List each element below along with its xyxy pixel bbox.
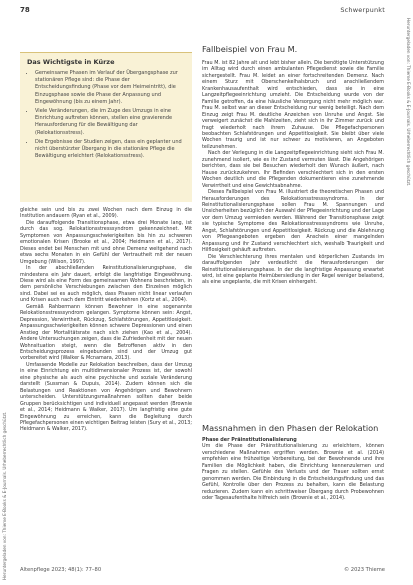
right-column-measures xyxy=(202,437,384,502)
page-number: 78 xyxy=(20,6,30,14)
right-column-case-study xyxy=(202,60,384,286)
footer-citation: Altenpflege 2023; 48(1): 77–80 xyxy=(20,567,102,573)
download-notice-right: Heruntergeladen von: Thieme E-Books & E-Journals. Urheberrechtlich geschützt. xyxy=(406,18,411,187)
summary-item: • Die Ergebnisse der Studien zeigen, dass ein geplanter und nicht überstürzter Übergang in die stationäre Pflege die Bewältigung erleichtert (Relokationsstress). xyxy=(35,139,185,161)
summary-box xyxy=(20,52,192,202)
section-heading-case-study: Fallbeispiel von Frau M. xyxy=(202,44,298,54)
left-column xyxy=(20,207,192,433)
paragraph: gleiche sein und bis zu zwei Wochen nach dem Einzug in die Institution andauern (Ryan et al., 2009). xyxy=(20,207,192,220)
summary-list xyxy=(27,70,185,160)
download-notice-left: Heruntergeladen von: Thieme E-Books & E-Journals. Urheberrechtlich geschützt. xyxy=(2,411,7,580)
paragraph: Die Verschlechterung ihres mentalen und körperlichen Zustands im darauffolgenden Jahr verdeutlicht die Herausforderungen der Reinstitutionalisierungsphase. In der die langfristige Anpassung erwartet wird, ist eine geplante Heimübersiedlung in der Regel weniger belastend, als eine ungeplante, die mit Krisen einhergeht. xyxy=(202,253,384,286)
summary-box-title: Das Wichtigste in Kürze xyxy=(27,58,115,66)
subheading: Phase der Präinstitutionalisierung xyxy=(202,437,297,443)
paragraph: Umfassende Modelle zur Relokation beschreiben, dass der Umzug in eine Einrichtung ein multidimensionaler Prozess ist, der sowohl eine physische als auch eine psychische und soziale Veränderung darstellt (Sussman & Dupuis, 2014). Zudem können sich die Belastungen und Reaktionen von Angehörigen und Bewohnern unterscheiden. Unterstützungsmaßnahmen sollten daher beide Gruppen berücksichtigen und individuell angepasst werden (Brownie et al., 2014; Heidmann & Walker, 2017). Um langfristig eine gute Eingewöhnung zu erreichen, kann die Begleitung durch Pflegefachpersonen einen wichtigen Beitrag leisten (Sury et al., 2013; Heidmann & Walker, 2017). xyxy=(20,361,192,433)
section-heading-measures: Massnahmen in den Phasen der Relokation xyxy=(202,423,379,433)
paragraph: Frau M. ist 82 Jahre alt und lebt bisher allein. Die benötigte Unterstützung im Alltag wird durch einen ambulanten Pflegedienst sowie die Familie sichergestellt. Frau M. leidet an einer fortschreitenden Demenz. Nach einem Sturz mit Oberschenkelhalsbruch und anschließendem Krankenhausaufenthalt wird entschieden, dass sie in eine Langzeitpflegeeinrichtung umzieht. Die Entscheidung wurde von der Familie getroffen, da eine häusliche Versorgung nicht mehr möglich war. Frau M. selbst war an dieser Entscheidung nur wenig beteiligt. Nach dem Einzug zeigt Frau M. deutliche Anzeichen von Unruhe und Angst. Sie verweigert zunächst die Mahlzeiten, zieht sich in ihr Zimmer zurück und fragt wiederholt nach ihrem Zuhause. Die Pflegefachpersonen beobachten Schlafstörungen und Appetitlosigkeit. Sie bleibt über viele Wochen traurig und ist nur schwer zu motivieren, an Angeboten teilzunehmen. xyxy=(202,60,384,150)
summary-item: • Viele Veränderungen, die im Zuge des Umzugs in eine Einrichtung auftreten können, stellen eine gravierende Herausforderung für die Bewältigung dar (Relokationsstress). xyxy=(35,108,185,137)
running-head: Schwerpunkt xyxy=(340,6,385,14)
paragraph: Nach der Verlegung in die Langzeitpflegeeinrichtung sieht sich Frau M. zunehmend isoliert, wie es ihr Zustand vermuten lässt. Die Angehörigen berichten, dass sie bei Besuchen wiederholt den Wunsch äußert, nach Hause zurückzukehren. Ihr Befinden verschlechtert sich in den ersten Wochen deutlich und die Pflegenden dokumentieren eine zunehmende Verwirrtheit und eine Gewichtsabnahme. xyxy=(202,150,384,189)
paragraph: Dieses Fallbeispiel von Frau M. illustriert die theoretischen Phasen und Herausforderungen des Relokationsstresssyndroms. In der Reinstitutionalisierungsphase sollen Frau M. Spannungen und Unsicherheiten bezüglich der Auswahl der Pflegeeinrichtung und der Lage vor dem Umzug vermieden werden. Während der Transitionsphase zeigt sie typische Symptome des Relokationsstresssyndroms wie Unruhe, Angst, Schlafstörungen und Appetitlosigkeit. Rückzug und die Ablehnung von Pflegeangeboten ergeben den Anschein einer mangelnden Anpassung und ihr Zustand verschlechtert sich, weshalb Traurigkeit und Hilflosigkeit gehäuft auftreten. xyxy=(202,189,384,254)
footer-copyright: © 2023 Thieme xyxy=(343,567,385,573)
paragraph: Die darauffolgende Transitionsphase, etwa drei Monate lang, ist durch das sog. Relokationsstresssyndrom gekennzeichnet. Mit Symptomen von Anpassungsschwierigkeiten bis hin zu schweren emotionalen Krisen (Brooke et al., 2004; Heidmann et al., 2017). Dieses endet bei Menschen mit und ohne Demenz weitgehend nach etwa sechs Monaten in ein Gefühl der Vertrautheit mit der neuen Umgebung (Wilson, 1997). xyxy=(20,219,192,265)
paragraph: Gemäß Rahbermann können Bewohner in eine sogenannte Relokationsstresssyndrom gelangen. Symptome können sein: Angst, Depression, Verwirrtheit, Rückzug, Schlafstörungen, Appetitlosigkeit. Anpassungsschwierigkeiten können schwere Depressionen und einen Anstieg der Mortalitätsrate nach sich ziehen (Kao et al., 2004). Andere Untersuchungen zeigen, dass die Zufriedenheit mit der neuen Wohnsituation steigt, wenn die Betroffenen aktiv in den Entscheidungsprozess eingebunden sind und der Umzug gut vorbereitet wird (Walker & Mcnamara, 2013). xyxy=(20,303,192,362)
paragraph: In der abschließenden Reinstitutionalisierungsphase, die mindestens ein Jahr dauert, erfolgt die langfristige Eingewöhnung. Diese wird als eine Form des gemeinsamen Wohnens beschrieben, in dem persönliche Verschiebungen zwischen den Einzelnen möglich sind. Dabei sei es auch möglich, dass Phasen nicht linear verlaufen und Krisen auch nach dem Eintritt wiederkehren (Kortz et al., 2004). xyxy=(20,265,192,304)
summary-item: • Gemeinsame Phasen im Verlauf der Übergangsphase zur stationären Pflege sind: die Phase der Entscheidungsfindung (Phase vor dem Heimeintritt), die Einzugsphase sowie die Phase der Anpassung und Eingewöhnung (bis zu einem Jahr). xyxy=(35,70,185,106)
paragraph: Um die Phase der Präinstitutionalisierung zu erleichtern, können verschiedene Maßnahmen ergriffen werden. Brownie et al. (2014) empfehlen eine frühzeitige Vorbereitung, bei der Bewohnende und ihre Familien die Möglichkeit haben, die Einrichtung kennenzulernen und Fragen zu stellen. Gefühle des Verlusts und der Trauer sollten ernst genommen werden. Die Einbindung in die Entscheidungsfindung und das Gefühl, Kontrolle über den Prozess zu behalten, kann die Belastung reduzieren. Zudem kann ein schrittweiser Übergang durch Probewohnen oder Tagesaufenthalte hilfreich sein (Brownie et al., 2014). xyxy=(202,443,384,502)
